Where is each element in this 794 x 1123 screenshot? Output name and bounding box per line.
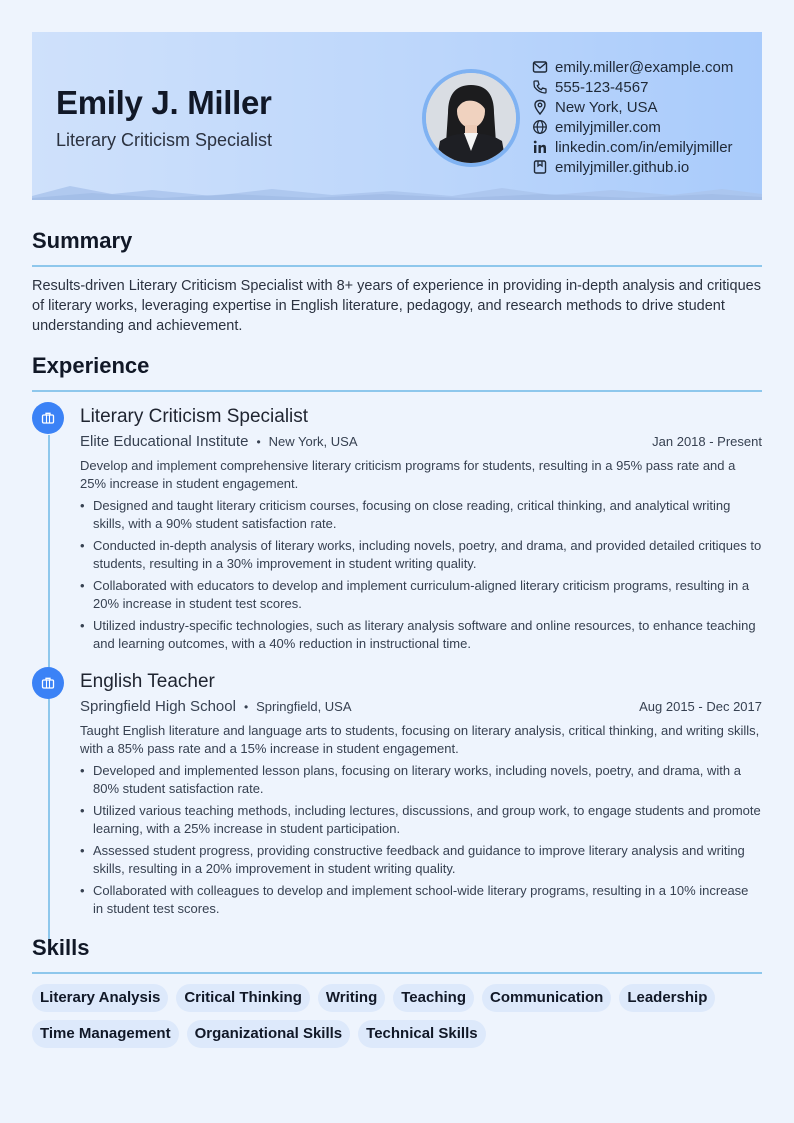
contact-phone-text: 555-123-4567	[555, 78, 649, 96]
skill-chip: Communication	[482, 984, 611, 1012]
summary-section	[32, 228, 762, 336]
summary-text: Results-driven Literary Criticism Specialist with 8+ years of experience in providing in-depth analysis and critiques of literary works, leveraging expertise in English literature, pedagogy, and research methods to drive student understanding and achievement.	[32, 278, 761, 334]
mail-icon	[532, 59, 548, 75]
skill-chip: Literary Analysis	[32, 984, 168, 1012]
briefcase-icon	[32, 667, 64, 699]
separator-dot: •	[243, 700, 249, 714]
job-bullet: • Utilized various teaching methods, including lectures, discussions, and group work, to engage students and promote learning, with a 25% increase in student participation.	[80, 802, 762, 838]
job-description: Develop and implement comprehensive literary criticism programs for students, resulting in a 95% pass rate and a 25% increase in student engagement.	[80, 458, 736, 491]
job-bullet: • Conducted in-depth analysis of literary works, including novels, poetry, and drama, and provided detailed critiques to students, resulting in a 30% improvement in student writing quality.	[80, 537, 762, 573]
job-title: English Teacher	[80, 671, 215, 692]
separator-dot: •	[256, 435, 261, 449]
job-bullet: • Assessed student progress, providing constructive feedback and guidance to improve literary analysis and writing skills, resulting in a 20% improvement in student writing quality.	[80, 842, 762, 878]
skill-chip: Leadership	[619, 984, 715, 1012]
contact-list	[532, 57, 733, 177]
job-bullet: • Collaborated with colleagues to develop and implement school-wide literary programs, resulting in a 10% increase in student test scores.	[80, 882, 762, 918]
job-dates: Aug 2015 - Dec 2017	[639, 699, 762, 714]
contact-location	[532, 97, 733, 117]
job-company: Elite Educational Institute	[80, 433, 249, 450]
profile-photo	[422, 69, 520, 167]
skill-chip: Organizational Skills	[187, 1020, 351, 1048]
header-wave-decoration	[32, 180, 762, 200]
contact-linkedin[interactable]	[532, 137, 733, 157]
briefcase-icon	[32, 402, 64, 434]
job-bullet: • Utilized industry-specific technologies, such as literary analysis software and online resources, to enhance teaching and learning outcomes, with a 40% reduction in instructional time.	[80, 617, 762, 653]
skills-heading: Skills	[32, 935, 90, 960]
skill-chip: Teaching	[393, 984, 474, 1012]
candidate-name: Emily J. Miller	[56, 84, 272, 121]
job-location: New York, USA	[268, 434, 358, 449]
experience-section	[32, 353, 762, 922]
location-pin-icon	[532, 99, 548, 115]
contact-website-text: emilyjmiller.com	[555, 118, 661, 136]
job-bullet: • Developed and implemented lesson plans, focusing on literary works, including novels, poetry, and drama, with a 80% student satisfaction rate.	[80, 762, 762, 798]
skill-chip: Writing	[318, 984, 385, 1012]
job-meta	[80, 698, 762, 718]
job-dates: Jan 2018 - Present	[652, 434, 762, 449]
phone-icon	[532, 79, 548, 95]
contact-phone[interactable]	[532, 77, 733, 97]
linkedin-icon	[532, 139, 548, 155]
job-meta	[80, 433, 762, 453]
skills-section	[32, 935, 762, 1048]
skill-chip: Critical Thinking	[176, 984, 310, 1012]
contact-email-text: emily.miller@example.com	[555, 58, 734, 76]
contact-location-text: New York, USA	[555, 98, 658, 116]
contact-website[interactable]	[532, 117, 733, 137]
experience-heading: Experience	[32, 353, 150, 378]
globe-icon	[532, 119, 548, 135]
portfolio-icon	[532, 159, 548, 175]
job-bullet: • Designed and taught literary criticism courses, focusing on close reading, critical thinking, and analytical writing skills, with a 90% student satisfaction rate.	[80, 497, 762, 533]
job-entry	[32, 667, 762, 918]
skill-chip: Time Management	[32, 1020, 179, 1048]
contact-linkedin-text: linkedin.com/in/emilyjmiller	[555, 138, 733, 156]
resume-page	[32, 32, 762, 1042]
contact-email[interactable]	[532, 57, 733, 77]
summary-heading: Summary	[32, 228, 133, 253]
section-divider	[32, 390, 762, 392]
job-location: Springfield, USA	[256, 699, 352, 714]
job-description: Taught English literature and language arts to students, focusing on literary analysis, critical thinking, and writing skills, with a 85% pass rate and a 15% increase in student engagement.	[80, 723, 760, 756]
skill-chip: Technical Skills	[358, 1020, 485, 1048]
section-divider	[32, 972, 762, 974]
section-divider	[32, 265, 762, 267]
job-bullets	[80, 762, 762, 918]
job-bullets	[80, 497, 762, 653]
candidate-title: Literary Criticism Specialist	[56, 130, 273, 150]
job-entry	[32, 402, 762, 653]
job-company: Springfield High School	[80, 698, 236, 715]
skills-list	[32, 984, 762, 1048]
contact-portfolio[interactable]	[532, 157, 733, 177]
contact-portfolio-text: emilyjmiller.github.io	[555, 158, 690, 176]
job-title: Literary Criticism Specialist	[80, 406, 309, 427]
job-bullet: • Collaborated with educators to develop and implement curriculum-aligned literary criticism programs, resulting in a 20% increase in student test scores.	[80, 577, 762, 613]
resume-header	[32, 32, 762, 200]
